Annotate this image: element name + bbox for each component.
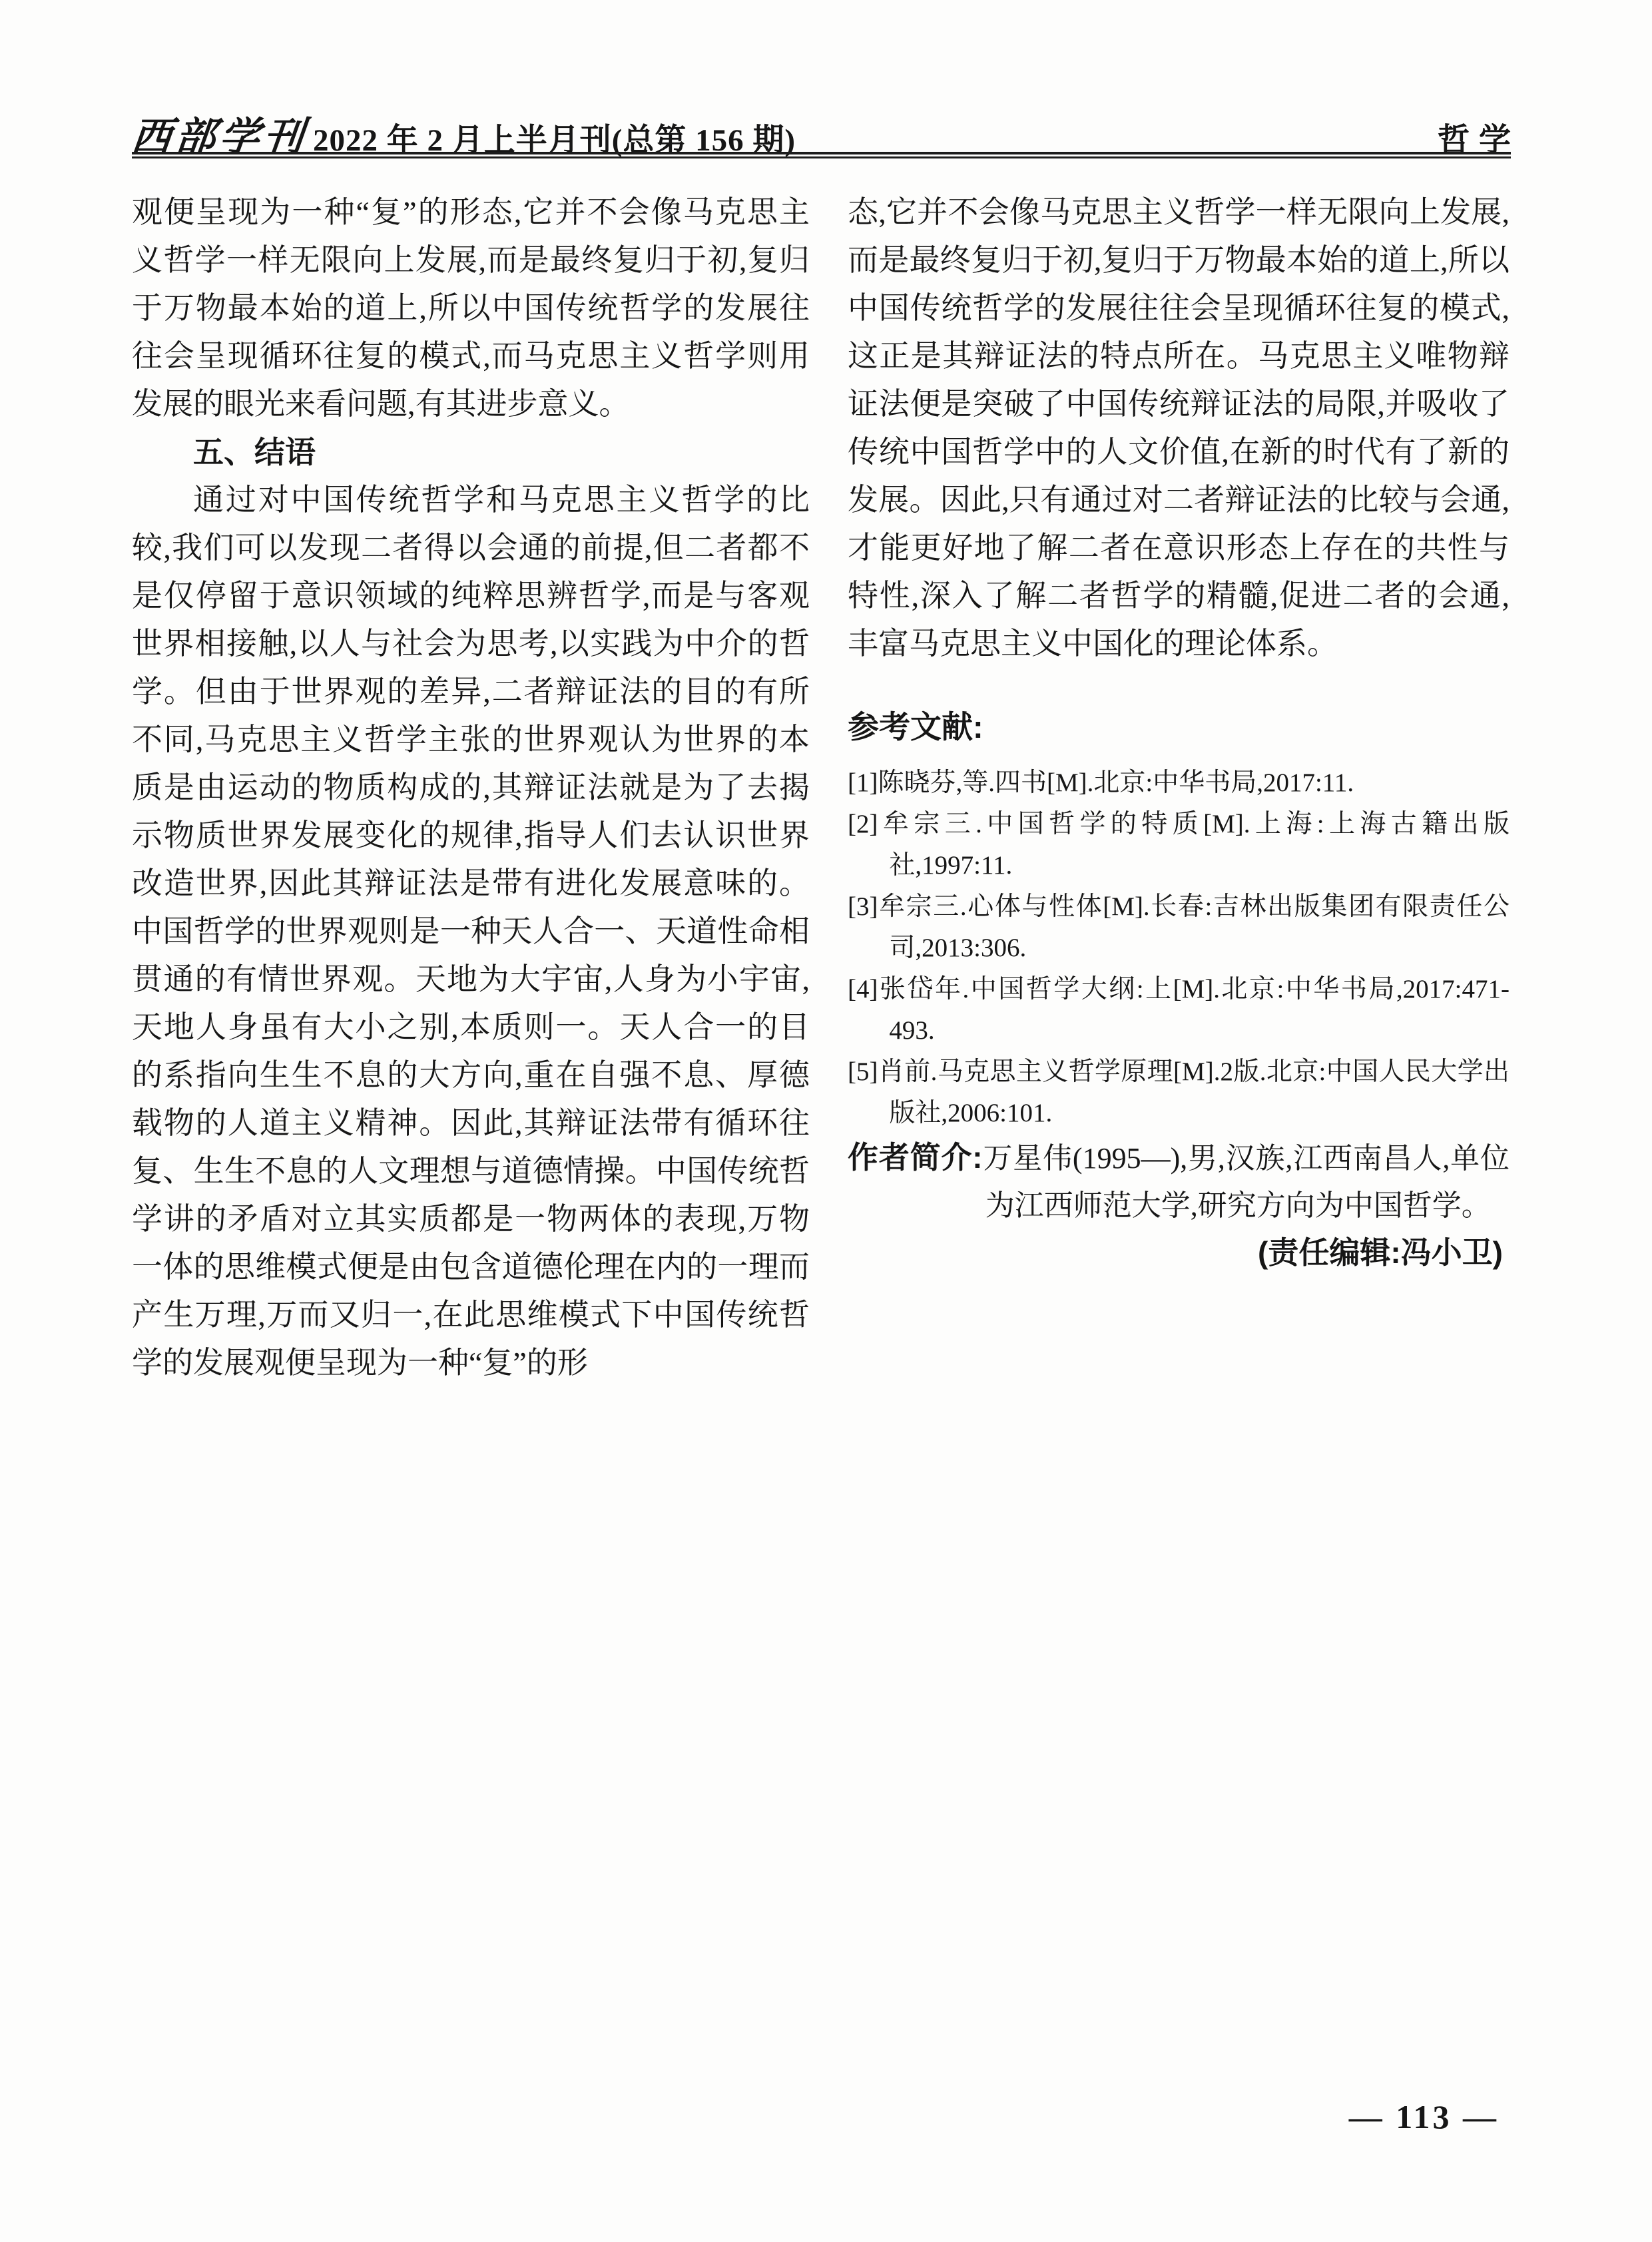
issue-info: 2022 年 2 月上半月刊(总第 156 期)	[313, 123, 796, 158]
left-column	[132, 188, 810, 1387]
references-list	[848, 762, 1510, 1134]
header-double-rule	[132, 152, 1511, 158]
conclusion-paragraph: 通过对中国传统哲学和马克思主义哲学的比较,我们可以发现二者得以会通的前提,但二者都不是仅停留于意识领域的纯粹思辨哲学,而是与客观世界相接触,以人与社会为思考,以实践为中介的哲学。但由于世界观的差异,二者辩证法的目的有所不同,马克思主义哲学主张的世界观认为世界的本质是由运动的物质构成的,其辩证法就是为了去揭示物质世界发展变化的规律,指导人们去认识世界改造世界,因此其辩证法是带有进化发展意味的。中国哲学的世界观则是一种天人合一、天道性命相贯通的有情世界观。天地为大宇宙,人身为小宇宙,天地人身虽有大小之别,本质则一。天人合一的目的系指向生生不息的大方向,重在自强不息、厚德载物的人道主义精神。因此,其辩证法带有循环往复、生生不息的人文理想与道德情操。中国传统哲学讲的矛盾对立其实质都是一物两体的表现,万物一体的思维模式便是由包含道德伦理在内的一理而产生万理,万而又归一,在此思维模式下中国传统哲学的发展观便呈现为一种“复”的形	[132, 483, 810, 1380]
references-heading: 参考文献:	[848, 709, 983, 744]
page-number: — 113 —	[1348, 2098, 1499, 2135]
reference-item: [2]牟宗三.中国哲学的特质[M].上海:上海古籍出版社,1997:11.	[848, 810, 1510, 880]
author-bio-block	[848, 1134, 1510, 1229]
journal-logo: 西部学刊	[129, 114, 310, 160]
article-body	[132, 188, 1510, 1387]
author-label: 作者简介:	[848, 1140, 983, 1175]
reference-item: [1]陈晓芬,等.四书[M].北京:中华书局,2017:11.	[848, 768, 1354, 797]
reference-item: [4]张岱年.中国哲学大纲:上[M].北京:中华书局,2017:471-493.	[848, 975, 1510, 1045]
editor-note: (责任编辑:冯小卫)	[1258, 1235, 1503, 1270]
paragraph-continuation: 态,它并不会像马克思主义哲学一样无限向上发展,而是最终复归于初,复归于万物最本始的道上,所以中国传统哲学的发展往往会呈现循环往复的模式,这正是其辩证法的特点所在。马克思主义唯物辩证法便是突破了中国传统辩证法的局限,并吸收了传统中国哲学中的人文价值,在新的时代有了新的发展。因此,只有通过对二者辩证法的比较与会通,才能更好地了解二者在意识形态上存在的共性与特性,深入了解二者哲学的精髓,促进二者的会通,丰富马克思主义中国化的理论体系。	[848, 195, 1510, 661]
reference-item: [3]牟宗三.心体与性体[M].长春:吉林出版集团有限责任公司,2013:306.	[848, 892, 1510, 962]
section-heading: 五、结语	[193, 435, 316, 469]
paragraph-continuation: 观便呈现为一种“复”的形态,它并不会像马克思主义哲学一样无限向上发展,而是最终复归于初,复归于万物最本始的道上,所以中国传统哲学的发展往往会呈现循环往复的模式,而马克思主义哲学则用发展的眼光来看问题,有其进步意义。	[132, 195, 810, 421]
section-label: 哲学	[1437, 123, 1520, 158]
reference-item: [5]肖前.马克思主义哲学原理[M].2版.北京:中国人民大学出版社,2006:101.	[848, 1057, 1510, 1127]
right-column	[848, 188, 1510, 1387]
author-bio: 万星伟(1995—),男,汉族,江西南昌人,单位为江西师范大学,研究方向为中国哲学。	[982, 1142, 1510, 1222]
